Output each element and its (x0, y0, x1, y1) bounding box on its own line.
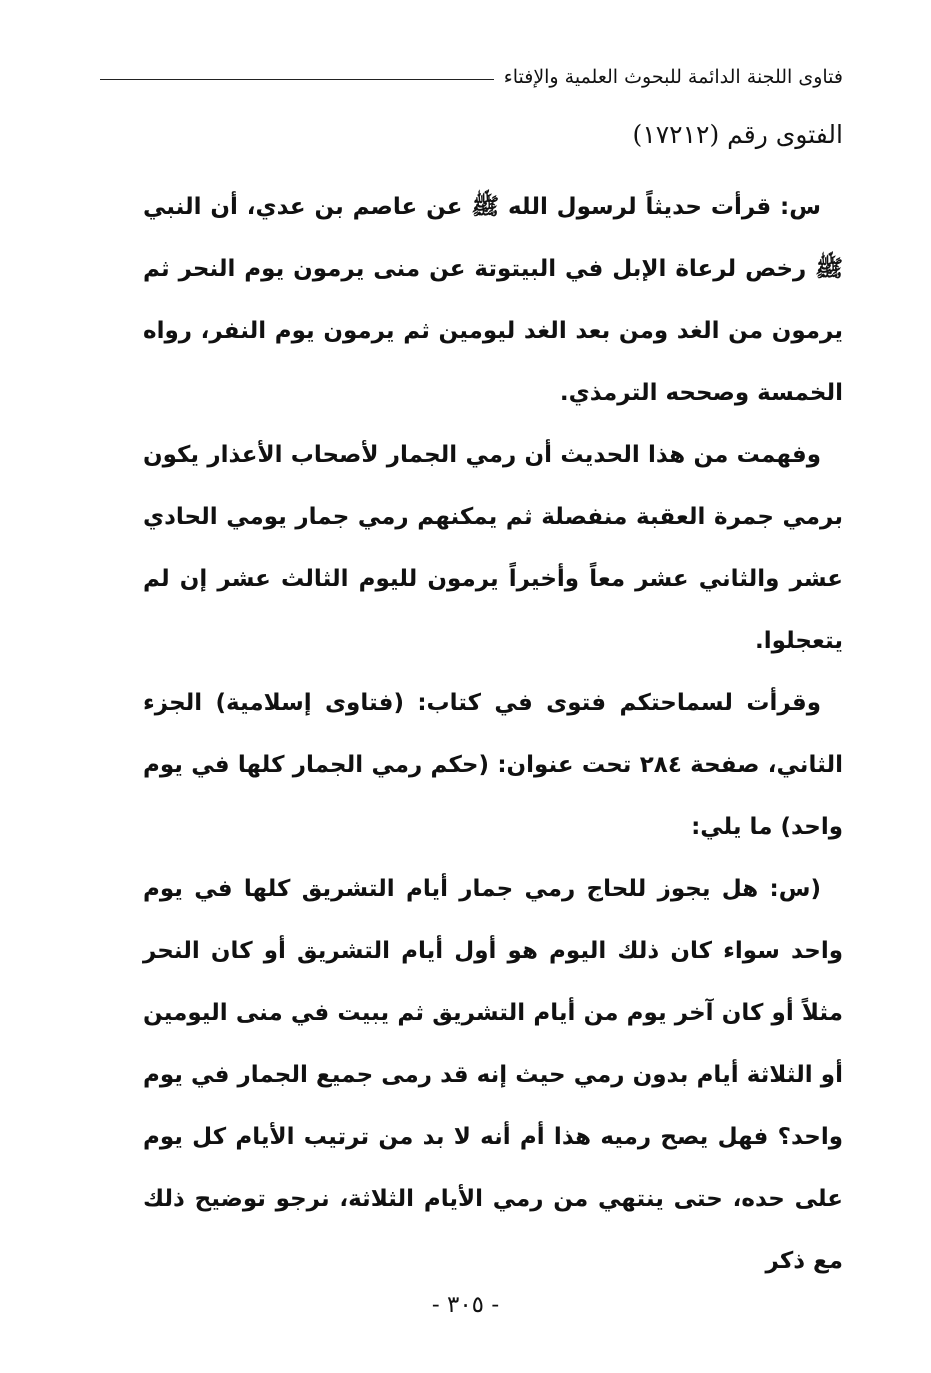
body-text (143, 176, 843, 1292)
running-header-title: فتاوى اللجنة الدائمة للبحوث العلمية والإفتاء (503, 66, 843, 88)
paragraph-reference: وقرأت لسماحتكم فتوى في كتاب: (فتاوى إسلامية) الجزء الثاني، صفحة ٢٨٤ تحت عنوان: (حكم رمي الجمار كلها في يوم واحد) ما يلي: (143, 690, 843, 840)
running-header (100, 62, 843, 92)
paragraph-question: س: قرأت حديثاً لرسول الله ﷺ عن عاصم بن عدي، أن النبي ﷺ رخص لرعاة الإبل في البيتوتة عن منى يرمون يوم النحر ثم يرمون من الغد ومن بعد الغد ليومين ثم يرمون يوم النفر، رواه الخمسة وصححه الترمذي. (143, 194, 843, 406)
fatwa-title: الفتوى رقم (١٧٢١٢) (632, 120, 843, 149)
header-rule (100, 79, 494, 80)
page-number: - ٣٠٥ - (431, 1292, 500, 1318)
paragraph-quoted-question: (س: هل يجوز للحاج رمي جمار أيام التشريق كلها في يوم واحد سواء كان ذلك اليوم هو أول أيام التشريق أو كان النحر مثلاً أو كان آخر يوم من أيام التشريق ثم يبيت في منى اليومين أو الثلاثة أيام بدون رمي حيث إنه قد رمى جميع الجمار في يوم واحد؟ فهل يصح رميه هذا أم أنه لا بد من ترتيب الأيام كل يوم على حده، حتى ينتهي من رمي الأيام الثلاثة، نرجو توضيح ذلك مع ذكر (143, 876, 843, 1274)
paragraph-understanding: وفهمت من هذا الحديث أن رمي الجمار لأصحاب الأعذار يكون برمي جمرة العقبة منفصلة ثم يمكنهم رمي جمار يومي الحادي عشر والثاني عشر معاً وأخيراً يرمون لليوم الثالث عشر إن لم يتعجلوا. (143, 442, 843, 654)
